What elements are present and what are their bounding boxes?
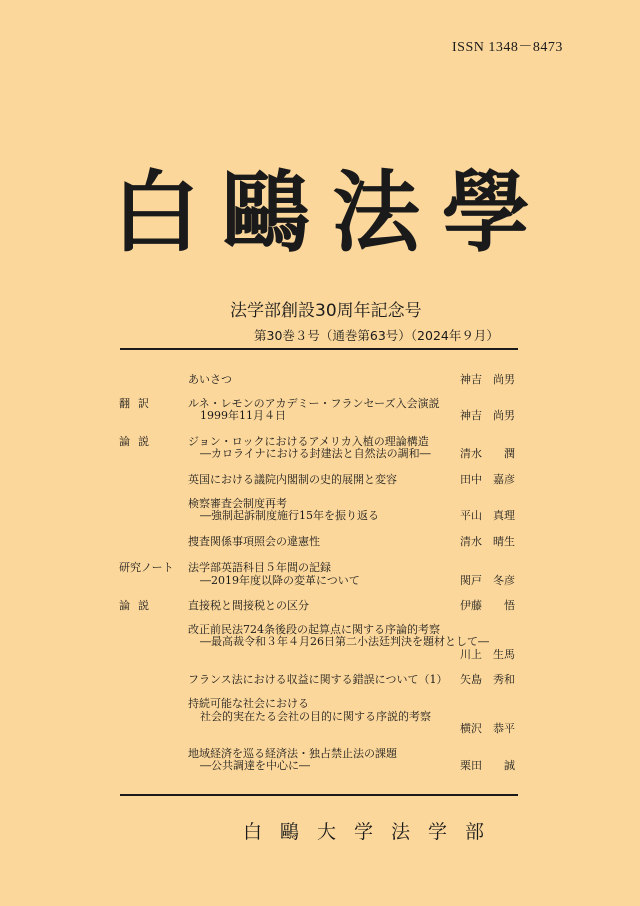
volume-info: 第30巻３号（通巻第63号）（2024年９月） [254,328,499,343]
toc-category: 論説 [119,435,157,448]
toc-title: 改正前民法724条後段の起算点に関する序論的考察 [188,623,440,636]
issue-subtitle: 法学部創設30周年記念号 [230,301,422,321]
toc-title: 地域経済を巡る経済法・独占禁止法の課題 [188,747,397,760]
toc-title: ジョン・ロックにおけるアメリカ入植の理論構造 [188,435,429,448]
publisher: 白鷗大学法学部 [243,821,503,843]
toc-category: 論説 [119,599,157,612]
toc-author: 神吉 尚男 [460,373,515,386]
toc-author: 伊藤 悟 [460,599,515,612]
toc-title: 検察審査会制度再考 [188,497,287,510]
toc-title: 捜査関係事項照会の違憲性 [188,535,320,548]
toc-author: 清水 潤 [460,447,515,460]
journal-title: 白鷗法學 [112,160,553,264]
toc-author: 清水 晴生 [460,535,515,548]
toc-author: 栗田 誠 [460,759,515,772]
toc-subtitle: ―公共調達を中心に― [200,759,310,772]
bottom-divider [120,794,518,796]
toc-subtitle: ―カロライナにおける封建法と自然法の調和― [200,447,431,460]
toc-author: 田中 嘉彦 [460,473,515,486]
toc-author: 川上 生馬 [460,648,515,661]
toc-title: 法学部英語科目５年間の記録 [188,561,331,574]
toc-subtitle: 1999年11月４日 [200,409,286,422]
toc-subtitle: 社会的実在たる会社の目的に関する序説的考察 [200,710,431,723]
toc-author: 神吉 尚男 [460,409,515,422]
toc-title: フランス法における収益に関する錯誤について（1） [188,673,448,686]
issn: ISSN 1348－8473 [452,40,563,55]
toc-author: 関戸 冬彦 [460,574,515,587]
toc-author: 平山 真理 [460,509,515,522]
toc-author: 横沢 恭平 [460,722,515,735]
toc-title: 直接税と間接税との区分 [188,599,309,612]
toc-subtitle: ―最高裁令和３年４月26日第二小法廷判決を題材として― [200,635,489,648]
toc-subtitle: ―強制起訴制度施行15年を振り返る [200,509,379,522]
toc-title: 持続可能な社会における [188,697,309,710]
toc-title: 英国における議院内閣制の史的展開と変容 [188,473,397,486]
toc-subtitle: ―2019年度以降の変革について [200,574,360,587]
toc-author: 矢島 秀和 [460,673,515,686]
toc-title: あいさつ [188,373,232,386]
toc-category: 研究ノート [119,561,174,574]
toc-category: 翻訳 [119,397,157,410]
toc-title: ルネ・レモンのアカデミー・フランセーズ入会演説 [188,397,440,410]
